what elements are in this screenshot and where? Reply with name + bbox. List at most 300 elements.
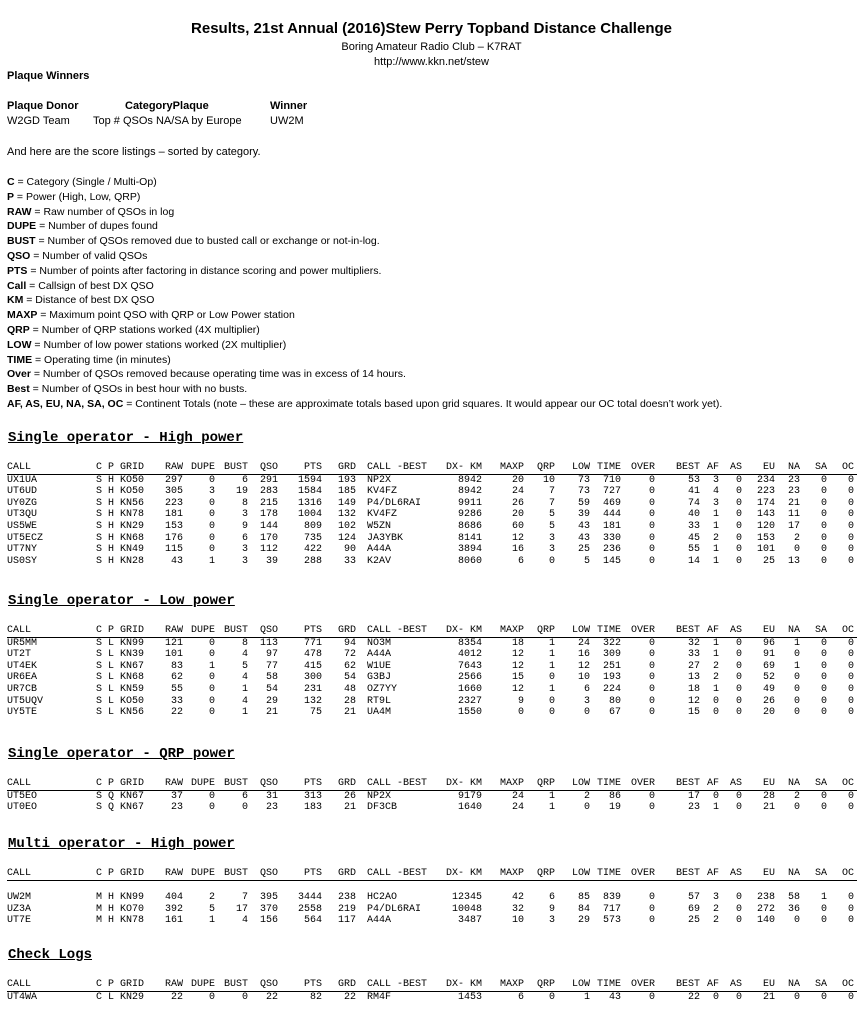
- column-header: DX- KM: [445, 868, 482, 879]
- table-cell: 0: [847, 695, 854, 707]
- table-cell: 84: [577, 903, 590, 915]
- column-header: BUST: [223, 979, 248, 990]
- column-header: QRP: [536, 868, 555, 879]
- column-header: C: [96, 462, 103, 473]
- table-cell: 3487: [457, 915, 482, 927]
- legend-desc: = Power (High, Low, QRP): [14, 190, 141, 203]
- column-header: C: [96, 778, 103, 789]
- table-cell: 573: [602, 915, 621, 927]
- table-cell: 26: [511, 497, 524, 509]
- table-cell: 215: [259, 497, 278, 509]
- table-cell: Q: [108, 790, 115, 802]
- column-header: CALL: [7, 462, 32, 473]
- table-cell: 0: [735, 532, 742, 544]
- table-cell: 0: [847, 903, 854, 915]
- table-cell: 0: [847, 707, 854, 719]
- table-cell: 0: [208, 649, 215, 661]
- table-cell: 839: [602, 892, 621, 904]
- table-cell: 170: [259, 532, 278, 544]
- column-header: P: [108, 625, 115, 636]
- column-header: OC: [841, 462, 854, 473]
- column-legend: [7, 175, 722, 412]
- table-cell: 58: [265, 672, 278, 684]
- table-cell: L: [108, 707, 115, 719]
- column-header: AF: [706, 868, 719, 879]
- column-header: DX- KM: [445, 979, 482, 990]
- table-cell: 0: [793, 649, 800, 661]
- table-cell: UR6EA: [7, 672, 38, 684]
- table-cell: 23: [687, 802, 700, 814]
- table-cell: 20: [511, 474, 524, 486]
- column-header: SA: [814, 868, 827, 879]
- table-cell: 0: [208, 991, 215, 1003]
- table-cell: 0: [548, 707, 555, 719]
- table-cell: A44A: [367, 544, 392, 556]
- column-header: BUST: [223, 778, 248, 789]
- table-cell: 2: [712, 660, 719, 672]
- table-cell: 219: [337, 903, 356, 915]
- table-cell: KV4FZ: [367, 486, 398, 498]
- column-header: RAW: [164, 979, 183, 990]
- table-row: [7, 707, 857, 719]
- table-cell: 223: [164, 497, 183, 509]
- table-header: [7, 625, 857, 638]
- table-cell: UT5ECZ: [7, 532, 44, 544]
- column-header: CALL -BEST: [367, 778, 428, 789]
- table-cell: 22: [170, 707, 183, 719]
- table-cell: 12: [511, 532, 524, 544]
- table-cell: 0: [793, 544, 800, 556]
- legend-desc: = Number of QSOs removed because operating time was in excess of 14 hours.: [30, 368, 406, 381]
- table-cell: UY5TE: [7, 707, 38, 719]
- column-header: C: [96, 868, 103, 879]
- table-cell: 21: [762, 802, 775, 814]
- table-cell: 238: [756, 892, 775, 904]
- table-cell: 0: [847, 683, 854, 695]
- table-cell: 7643: [457, 660, 482, 672]
- table-cell: 0: [241, 991, 248, 1003]
- table-cell: S: [96, 520, 103, 532]
- table-cell: UT4EK: [7, 660, 38, 672]
- table-cell: NP2X: [367, 790, 392, 802]
- table-cell: 22: [170, 991, 183, 1003]
- table-cell: 132: [337, 509, 356, 521]
- legend-line: [7, 367, 722, 382]
- table-row: [7, 802, 857, 814]
- table-cell: 3: [208, 486, 215, 498]
- table-cell: 1: [712, 520, 719, 532]
- table-cell: 1004: [297, 509, 322, 521]
- table-cell: HC2AO: [367, 892, 398, 904]
- table-cell: 40: [687, 509, 700, 521]
- column-header: EU: [762, 462, 775, 473]
- table-cell: 0: [735, 486, 742, 498]
- table-row: [7, 661, 857, 673]
- section-title: Single operator - QRP power: [8, 746, 235, 762]
- table-cell: 2: [208, 892, 215, 904]
- column-header: BEST: [675, 462, 700, 473]
- table-cell: RM4F: [367, 991, 392, 1003]
- table-cell: 77: [265, 660, 278, 672]
- column-header: PTS: [303, 625, 322, 636]
- legend-line: [7, 249, 722, 264]
- table-cell: 97: [265, 649, 278, 661]
- page-title: Results, 21st Annual (2016)Stew Perry Topband Distance Challenge: [191, 20, 672, 37]
- score-table: [7, 462, 857, 567]
- table-cell: 0: [648, 637, 655, 649]
- table-cell: 1: [712, 509, 719, 521]
- table-cell: 5: [208, 903, 215, 915]
- table-cell: KN29: [120, 991, 145, 1003]
- table-cell: 8141: [457, 532, 482, 544]
- table-cell: 21: [265, 707, 278, 719]
- table-cell: 6: [241, 532, 248, 544]
- legend-line: [7, 323, 722, 338]
- table-cell: 0: [847, 892, 854, 904]
- table-cell: 0: [548, 991, 555, 1003]
- table-header: [7, 778, 857, 791]
- column-header: GRD: [337, 868, 356, 879]
- table-cell: 0: [712, 695, 719, 707]
- table-cell: 4: [712, 486, 719, 498]
- table-cell: 2: [712, 532, 719, 544]
- column-header: MAXP: [499, 625, 524, 636]
- table-cell: 0: [517, 707, 524, 719]
- column-header: AS: [729, 868, 742, 879]
- table-cell: 1: [712, 683, 719, 695]
- table-cell: 12: [577, 660, 590, 672]
- table-cell: 0: [793, 695, 800, 707]
- column-header: CALL: [7, 979, 32, 990]
- column-header: DUPE: [190, 778, 215, 789]
- table-cell: 67: [608, 707, 621, 719]
- table-cell: 115: [164, 544, 183, 556]
- table-cell: 0: [735, 672, 742, 684]
- table-cell: 181: [164, 509, 183, 521]
- table-cell: 53: [687, 474, 700, 486]
- table-cell: 2566: [457, 672, 482, 684]
- legend-key: PTS: [7, 264, 28, 277]
- table-cell: 1: [241, 683, 248, 695]
- table-cell: KO50: [120, 486, 145, 498]
- table-cell: 0: [648, 790, 655, 802]
- table-cell: 22: [687, 991, 700, 1003]
- table-cell: 3: [548, 544, 555, 556]
- table-cell: 12: [511, 649, 524, 661]
- table-cell: 0: [735, 802, 742, 814]
- legend-line: [7, 264, 722, 279]
- column-header: GRD: [337, 979, 356, 990]
- site-url[interactable]: http://www.kkn.net/stew: [374, 56, 489, 68]
- table-cell: UR5MM: [7, 637, 38, 649]
- table-cell: KN49: [120, 544, 145, 556]
- table-cell: 74: [687, 497, 700, 509]
- table-cell: 5: [241, 660, 248, 672]
- table-cell: 193: [602, 672, 621, 684]
- table-cell: 23: [265, 802, 278, 814]
- table-cell: 0: [208, 672, 215, 684]
- table-cell: 0: [208, 695, 215, 707]
- legend-desc: = Continent Totals (note – these are approximate totals based upon grid squares. It would appear our OC total doesn’t work yet).: [123, 397, 723, 410]
- table-cell: UT7E: [7, 915, 32, 927]
- column-header: QSO: [259, 625, 278, 636]
- table-cell: 73: [577, 474, 590, 486]
- table-cell: 12: [511, 660, 524, 672]
- table-cell: 727: [602, 486, 621, 498]
- table-cell: 5: [548, 520, 555, 532]
- legend-desc: = Number of QRP stations worked (4X multiplier): [29, 323, 260, 336]
- table-cell: 42: [511, 892, 524, 904]
- legend-key: RAW: [7, 205, 32, 218]
- column-header: SA: [814, 979, 827, 990]
- table-cell: 0: [820, 474, 827, 486]
- column-header: AS: [729, 778, 742, 789]
- table-cell: 9: [548, 903, 555, 915]
- table-cell: 113: [259, 637, 278, 649]
- table-cell: 12345: [451, 892, 482, 904]
- column-header: LOW: [571, 868, 590, 879]
- table-row: [7, 791, 857, 803]
- column-header: NA: [787, 979, 800, 990]
- table-cell: 193: [337, 474, 356, 486]
- column-header: C: [96, 625, 103, 636]
- column-header: SA: [814, 625, 827, 636]
- column-header: AF: [706, 979, 719, 990]
- column-header: OC: [841, 778, 854, 789]
- table-row: [7, 672, 857, 684]
- table-cell: L: [108, 695, 115, 707]
- table-cell: KN68: [120, 672, 145, 684]
- section-title: Single operator - High power: [8, 430, 244, 446]
- table-cell: 124: [337, 532, 356, 544]
- legend-desc: = Category (Single / Multi-Op): [14, 176, 157, 188]
- table-cell: 10048: [451, 903, 482, 915]
- table-cell: W1UE: [367, 660, 392, 672]
- column-header: P: [108, 979, 115, 990]
- table-cell: 415: [303, 660, 322, 672]
- table-cell: 0: [820, 903, 827, 915]
- column-header: BUST: [223, 462, 248, 473]
- table-cell: 0: [648, 497, 655, 509]
- table-cell: UT0EO: [7, 802, 38, 814]
- table-cell: 0: [735, 903, 742, 915]
- table-cell: 26: [762, 695, 775, 707]
- column-header: CALL -BEST: [367, 625, 428, 636]
- table-cell: 5: [548, 509, 555, 521]
- table-cell: H: [108, 903, 115, 915]
- table-cell: 24: [511, 802, 524, 814]
- column-header: TIME: [596, 625, 621, 636]
- column-header: OVER: [630, 868, 655, 879]
- table-cell: 0: [648, 509, 655, 521]
- table-cell: 9286: [457, 509, 482, 521]
- table-cell: 39: [577, 509, 590, 521]
- table-row: [7, 475, 857, 487]
- table-cell: 13: [787, 555, 800, 567]
- table-cell: 236: [602, 544, 621, 556]
- plaque-donor-header: Plaque Donor: [7, 100, 79, 112]
- table-cell: 1: [208, 555, 215, 567]
- table-cell: UT3QU: [7, 509, 38, 521]
- table-cell: S: [96, 544, 103, 556]
- table-cell: 55: [687, 544, 700, 556]
- table-cell: 7: [548, 497, 555, 509]
- table-cell: 2: [793, 790, 800, 802]
- table-cell: 0: [648, 532, 655, 544]
- column-header: QSO: [259, 868, 278, 879]
- table-cell: 22: [343, 991, 356, 1003]
- table-cell: KN56: [120, 707, 145, 719]
- table-cell: 1660: [457, 683, 482, 695]
- column-header: MAXP: [499, 778, 524, 789]
- table-cell: 19: [608, 802, 621, 814]
- table-cell: A44A: [367, 915, 392, 927]
- column-header: GRD: [337, 625, 356, 636]
- table-cell: 11: [787, 509, 800, 521]
- table-cell: UZ3A: [7, 903, 32, 915]
- table-cell: 0: [208, 637, 215, 649]
- table-cell: KO50: [120, 695, 145, 707]
- table-cell: UY0ZG: [7, 497, 38, 509]
- table-cell: 3: [241, 544, 248, 556]
- table-cell: 31: [265, 790, 278, 802]
- table-cell: 5: [583, 555, 590, 567]
- legend-key: TIME: [7, 353, 33, 366]
- table-cell: 0: [548, 555, 555, 567]
- table-cell: 0: [208, 474, 215, 486]
- table-cell: 0: [208, 544, 215, 556]
- column-header: OC: [841, 868, 854, 879]
- table-cell: 0: [583, 707, 590, 719]
- column-header: DX- KM: [445, 462, 482, 473]
- legend-key: BUST: [7, 235, 36, 248]
- table-cell: 49: [762, 683, 775, 695]
- table-cell: 16: [511, 544, 524, 556]
- table-cell: 1: [548, 637, 555, 649]
- table-cell: 0: [648, 683, 655, 695]
- table-cell: 8942: [457, 474, 482, 486]
- table-cell: H: [108, 520, 115, 532]
- table-cell: S: [96, 509, 103, 521]
- table-cell: KN28: [120, 555, 145, 567]
- column-header: RAW: [164, 868, 183, 879]
- column-header: TIME: [596, 462, 621, 473]
- column-header: QRP: [536, 625, 555, 636]
- table-cell: S: [96, 486, 103, 498]
- table-cell: 0: [735, 520, 742, 532]
- table-cell: 3: [712, 474, 719, 486]
- table-cell: 23: [170, 802, 183, 814]
- table-cell: 0: [847, 660, 854, 672]
- table-cell: 0: [648, 649, 655, 661]
- table-cell: 185: [337, 486, 356, 498]
- table-cell: 25: [577, 544, 590, 556]
- table-cell: 0: [793, 991, 800, 1003]
- table-cell: 1: [712, 555, 719, 567]
- table-cell: 29: [577, 915, 590, 927]
- table-cell: 0: [208, 520, 215, 532]
- table-cell: 21: [762, 991, 775, 1003]
- table-cell: 37: [170, 790, 183, 802]
- table-cell: 404: [164, 892, 183, 904]
- table-cell: 80: [608, 695, 621, 707]
- table-cell: 0: [793, 915, 800, 927]
- table-cell: 0: [648, 672, 655, 684]
- table-cell: 0: [820, 637, 827, 649]
- table-cell: 7: [241, 892, 248, 904]
- table-cell: S: [96, 660, 103, 672]
- table-cell: H: [108, 474, 115, 486]
- column-header: OVER: [630, 979, 655, 990]
- table-cell: 39: [265, 555, 278, 567]
- column-header: C: [96, 979, 103, 990]
- table-cell: 33: [343, 555, 356, 567]
- table-cell: P4/DL6RAI: [367, 497, 422, 509]
- table-cell: 8354: [457, 637, 482, 649]
- table-cell: 20: [511, 509, 524, 521]
- column-header: GRID: [120, 868, 145, 879]
- table-cell: 564: [303, 915, 322, 927]
- table-cell: 23: [787, 474, 800, 486]
- table-cell: 117: [337, 915, 356, 927]
- table-cell: 156: [259, 915, 278, 927]
- table-cell: H: [108, 544, 115, 556]
- table-cell: 0: [648, 660, 655, 672]
- table-cell: 0: [735, 991, 742, 1003]
- table-cell: 6: [241, 474, 248, 486]
- table-cell: 0: [648, 474, 655, 486]
- column-header: LOW: [571, 462, 590, 473]
- table-cell: 25: [762, 555, 775, 567]
- column-header: AF: [706, 778, 719, 789]
- column-header: BEST: [675, 979, 700, 990]
- column-header: OC: [841, 625, 854, 636]
- table-row: [7, 498, 857, 510]
- column-header: DUPE: [190, 625, 215, 636]
- legend-line: [7, 293, 722, 308]
- table-cell: 0: [847, 520, 854, 532]
- table-cell: 96: [762, 637, 775, 649]
- table-cell: 45: [687, 532, 700, 544]
- table-row: [7, 638, 857, 650]
- table-cell: 6: [583, 683, 590, 695]
- table-cell: 0: [847, 915, 854, 927]
- legend-desc: = Number of dupes found: [36, 220, 158, 233]
- table-cell: 101: [164, 649, 183, 661]
- table-cell: 0: [735, 695, 742, 707]
- column-header: GRID: [120, 778, 145, 789]
- column-header: BEST: [675, 778, 700, 789]
- table-cell: L: [108, 672, 115, 684]
- table-cell: 735: [303, 532, 322, 544]
- table-cell: 14: [687, 555, 700, 567]
- table-cell: 370: [259, 903, 278, 915]
- table-cell: 149: [337, 497, 356, 509]
- legend-desc: = Number of valid QSOs: [30, 249, 148, 262]
- table-cell: 2: [712, 903, 719, 915]
- column-header: PTS: [303, 979, 322, 990]
- table-cell: 0: [847, 555, 854, 567]
- table-cell: 2: [712, 672, 719, 684]
- table-cell: 55: [170, 683, 183, 695]
- table-cell: DF3CB: [367, 802, 398, 814]
- table-cell: 8060: [457, 555, 482, 567]
- column-header: BUST: [223, 625, 248, 636]
- table-cell: 0: [820, 672, 827, 684]
- table-cell: 0: [208, 532, 215, 544]
- table-cell: 17: [235, 903, 248, 915]
- table-cell: 0: [820, 991, 827, 1003]
